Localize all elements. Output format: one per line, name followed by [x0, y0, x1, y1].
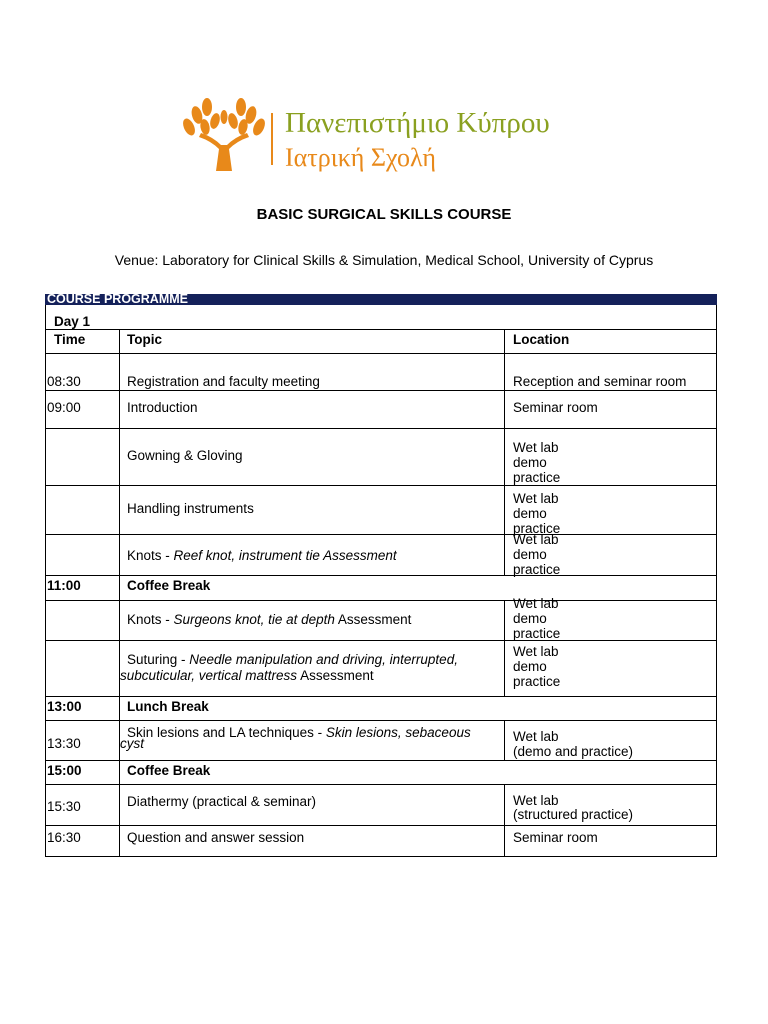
- location-line: Wet lab: [513, 596, 559, 611]
- break-label: Coffee Break: [127, 763, 211, 778]
- school-name: Ιατρική Σχολή: [285, 143, 436, 172]
- location-cell: Seminar room: [513, 830, 598, 845]
- time-cell: 09:00: [47, 400, 81, 415]
- location-line: practice: [513, 562, 561, 577]
- time-cell: 08:30: [47, 374, 81, 389]
- tree-emblem-icon: [181, 97, 267, 173]
- topic-cell-line2: subcuticular, vertical mattress Assessment: [120, 668, 374, 683]
- location-line: demo: [513, 547, 547, 562]
- table-border-left: [45, 305, 46, 857]
- location-line: practice: [513, 626, 561, 641]
- location-line: (demo and practice): [513, 744, 634, 759]
- location-line: Wet lab: [513, 532, 559, 547]
- location-line: demo: [513, 455, 547, 470]
- topic-cell-line2: cyst: [120, 736, 145, 751]
- course-title: BASIC SURGICAL SKILLS COURSE: [256, 206, 512, 223]
- university-logo: [181, 97, 593, 175]
- time-cell: 13:00: [47, 699, 82, 714]
- programme-table: [45, 305, 717, 857]
- time-cell: 16:30: [47, 830, 81, 845]
- location-line: demo: [513, 506, 547, 521]
- header-topic: Topic: [127, 332, 162, 347]
- location-line: demo: [513, 611, 547, 626]
- header-location: Location: [513, 332, 570, 347]
- topic-cell: Introduction: [127, 400, 198, 415]
- time-cell: 15:30: [47, 799, 81, 814]
- location-line: Wet lab: [513, 729, 559, 744]
- time-cell: 13:30: [47, 736, 81, 751]
- header-time: Time: [54, 332, 86, 347]
- location-cell: Reception and seminar room: [513, 374, 687, 389]
- location-line: practice: [513, 674, 561, 689]
- location-line: (structured practice): [513, 807, 634, 822]
- location-line: practice: [513, 521, 561, 536]
- course-programme-header: COURSE PROGRAMME: [45, 294, 717, 305]
- topic-cell: Handling instruments: [127, 501, 254, 516]
- day-label: Day 1: [54, 314, 91, 329]
- table-border-right: [716, 305, 717, 857]
- venue-text: Venue: Laboratory for Clinical Skills & Simulation, Medical School, University of Cyprus: [114, 252, 654, 268]
- topic-cell: Knots - Surgeons knot, tie at depth Assessment: [127, 612, 412, 627]
- location-line: Wet lab: [513, 440, 559, 455]
- topic-cell: Suturing - Needle manipulation and driving, interrupted,: [127, 652, 458, 667]
- location-line: practice: [513, 470, 561, 485]
- location-line: Wet lab: [513, 644, 559, 659]
- university-name: Πανεπιστήμιο Κύπρου: [285, 107, 550, 139]
- topic-cell: Registration and faculty meeting: [127, 374, 320, 389]
- location-line: Wet lab: [513, 793, 559, 808]
- time-cell: 15:00: [47, 763, 82, 778]
- location-line: Wet lab: [513, 491, 559, 506]
- topic-cell: Diathermy (practical & seminar): [127, 794, 317, 809]
- topic-cell: Skin lesions and LA techniques - Skin lesions, sebaceous: [127, 725, 471, 740]
- break-label: Coffee Break: [127, 578, 211, 593]
- location-line: demo: [513, 659, 547, 674]
- time-cell: 11:00: [47, 578, 81, 593]
- location-cell: Seminar room: [513, 400, 598, 415]
- table-border-bottom: [45, 856, 717, 857]
- break-label: Lunch Break: [127, 699, 209, 714]
- topic-cell: Question and answer session: [127, 830, 305, 845]
- topic-cell: Gowning & Gloving: [127, 448, 243, 463]
- topic-cell: Knots - Reef knot, instrument tie Assessment: [127, 548, 397, 563]
- logo-divider: [271, 113, 273, 165]
